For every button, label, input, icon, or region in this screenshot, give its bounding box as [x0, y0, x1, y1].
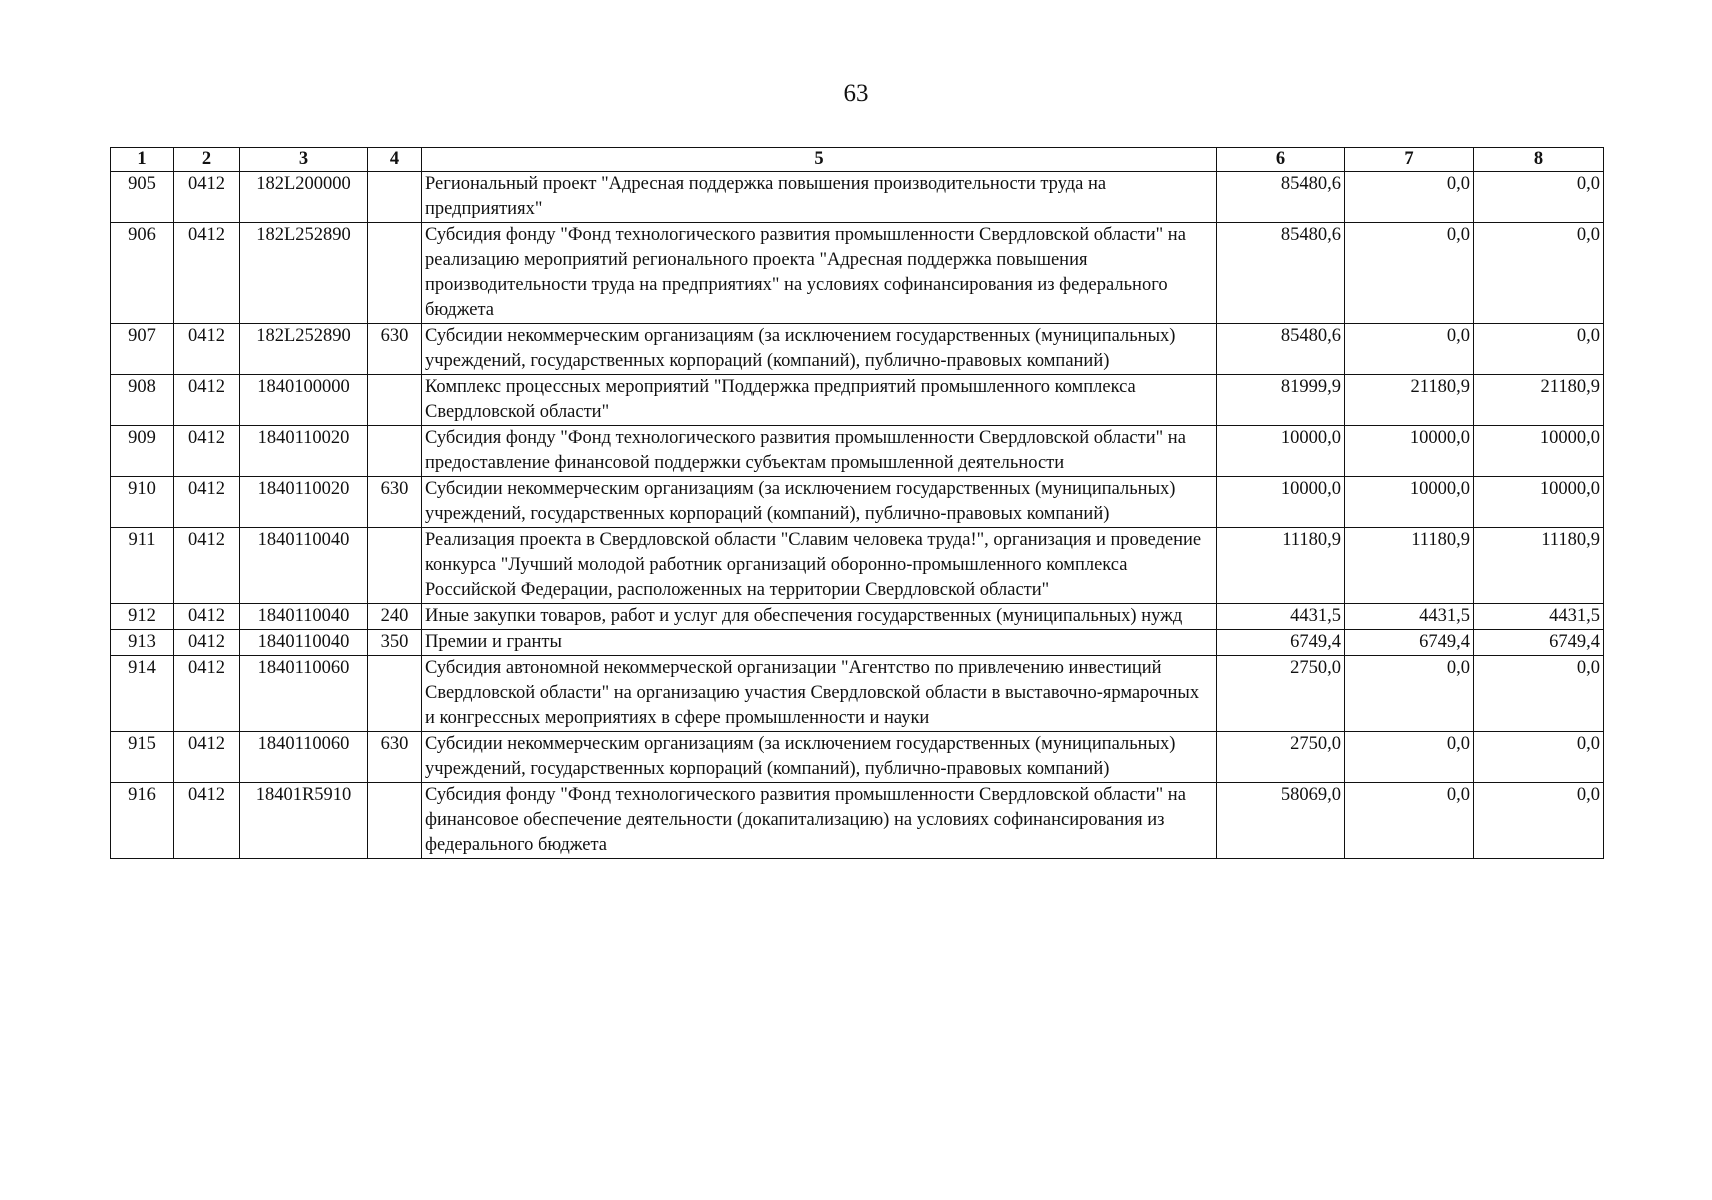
item-name: Субсидия фонду "Фонд технологического развития промышленности Свердловской области" на предоставление финансовой поддержки субъектам промышленной деятельности: [422, 426, 1217, 477]
item-name: Премии и гранты: [422, 630, 1217, 656]
table-row: [111, 426, 1604, 477]
target-code: 182L252890: [240, 223, 368, 324]
page-number: 63: [843, 80, 869, 107]
amount-col-8: 21180,9: [1474, 375, 1604, 426]
table-row: [111, 223, 1604, 324]
table-row: [111, 656, 1604, 732]
amount-col-6: 10000,0: [1217, 477, 1345, 528]
amount-col-8: 0,0: [1474, 324, 1604, 375]
row-number: 913: [111, 630, 174, 656]
section-code: 0412: [174, 426, 240, 477]
expense-type-code: [368, 223, 422, 324]
expense-type-code: [368, 783, 422, 859]
amount-col-8: 0,0: [1474, 656, 1604, 732]
amount-col-6: 4431,5: [1217, 604, 1345, 630]
expense-type-code: [368, 656, 422, 732]
section-code: 0412: [174, 324, 240, 375]
section-code: 0412: [174, 223, 240, 324]
target-code: 1840110040: [240, 528, 368, 604]
expense-type-code: 350: [368, 630, 422, 656]
expense-type-code: [368, 528, 422, 604]
amount-col-7: 0,0: [1345, 223, 1474, 324]
row-number: 912: [111, 604, 174, 630]
amount-col-6: 6749,4: [1217, 630, 1345, 656]
table-row: [111, 375, 1604, 426]
amount-col-7: 6749,4: [1345, 630, 1474, 656]
section-code: 0412: [174, 732, 240, 783]
table-body: [111, 172, 1604, 859]
target-code: 1840100000: [240, 375, 368, 426]
column-header: 6: [1217, 148, 1345, 172]
amount-col-7: 11180,9: [1345, 528, 1474, 604]
row-number: 914: [111, 656, 174, 732]
target-code: 1840110020: [240, 477, 368, 528]
target-code: 18401R5910: [240, 783, 368, 859]
target-code: 1840110040: [240, 630, 368, 656]
section-code: 0412: [174, 783, 240, 859]
budget-table: [110, 147, 1604, 859]
amount-col-6: 10000,0: [1217, 426, 1345, 477]
amount-col-8: 10000,0: [1474, 426, 1604, 477]
amount-col-6: 2750,0: [1217, 656, 1345, 732]
item-name: Региональный проект "Адресная поддержка повышения производительности труда на предприятиях": [422, 172, 1217, 223]
section-code: 0412: [174, 604, 240, 630]
section-code: 0412: [174, 656, 240, 732]
item-name: Субсидия автономной некоммерческой организации "Агентство по привлечению инвестиций Свердловской области" на организацию участия Свердловской области в выставочно-ярмарочных и конгрессных мероприятиях в сфере промышленности и науки: [422, 656, 1217, 732]
amount-col-6: 85480,6: [1217, 172, 1345, 223]
amount-col-7: 10000,0: [1345, 477, 1474, 528]
amount-col-6: 58069,0: [1217, 783, 1345, 859]
target-code: 1840110020: [240, 426, 368, 477]
amount-col-7: 4431,5: [1345, 604, 1474, 630]
amount-col-6: 85480,6: [1217, 223, 1345, 324]
table-row: [111, 528, 1604, 604]
target-code: 1840110060: [240, 656, 368, 732]
row-number: 916: [111, 783, 174, 859]
column-header: 7: [1345, 148, 1474, 172]
table-row: [111, 630, 1604, 656]
row-number: 909: [111, 426, 174, 477]
section-code: 0412: [174, 477, 240, 528]
row-number: 907: [111, 324, 174, 375]
amount-col-6: 81999,9: [1217, 375, 1345, 426]
column-header: 2: [174, 148, 240, 172]
header-row: [111, 148, 1604, 172]
amount-col-8: 4431,5: [1474, 604, 1604, 630]
target-code: 182L252890: [240, 324, 368, 375]
row-number: 910: [111, 477, 174, 528]
amount-col-8: 11180,9: [1474, 528, 1604, 604]
amount-col-8: 0,0: [1474, 783, 1604, 859]
item-name: Иные закупки товаров, работ и услуг для обеспечения государственных (муниципальных) нужд: [422, 604, 1217, 630]
amount-col-8: 0,0: [1474, 172, 1604, 223]
amount-col-8: 10000,0: [1474, 477, 1604, 528]
column-header: 5: [422, 148, 1217, 172]
amount-col-7: 0,0: [1345, 324, 1474, 375]
expense-type-code: 240: [368, 604, 422, 630]
expense-type-code: 630: [368, 324, 422, 375]
row-number: 911: [111, 528, 174, 604]
item-name: Субсидия фонду "Фонд технологического развития промышленности Свердловской области" на реализацию мероприятий регионального проекта "Адресная поддержка повышения производительности труда на предприятиях" на условиях софинансирования из федерального бюджета: [422, 223, 1217, 324]
table-row: [111, 172, 1604, 223]
section-code: 0412: [174, 375, 240, 426]
target-code: 182L200000: [240, 172, 368, 223]
amount-col-7: 0,0: [1345, 783, 1474, 859]
amount-col-6: 2750,0: [1217, 732, 1345, 783]
item-name: Субсидия фонду "Фонд технологического развития промышленности Свердловской области" на финансовое обеспечение деятельности (докапитализацию) на условиях софинансирования из федерального бюджета: [422, 783, 1217, 859]
target-code: 1840110060: [240, 732, 368, 783]
column-header: 8: [1474, 148, 1604, 172]
section-code: 0412: [174, 528, 240, 604]
item-name: Субсидии некоммерческим организациям (за исключением государственных (муниципальных) учреждений, государственных корпораций (компаний), публично-правовых компаний): [422, 324, 1217, 375]
amount-col-8: 6749,4: [1474, 630, 1604, 656]
column-header: 4: [368, 148, 422, 172]
table-row: [111, 477, 1604, 528]
target-code: 1840110040: [240, 604, 368, 630]
amount-col-7: 21180,9: [1345, 375, 1474, 426]
item-name: Субсидии некоммерческим организациям (за исключением государственных (муниципальных) учреждений, государственных корпораций (компаний), публично-правовых компаний): [422, 477, 1217, 528]
amount-col-6: 11180,9: [1217, 528, 1345, 604]
item-name: Реализация проекта в Свердловской области "Славим человека труда!", организация и проведение конкурса "Лучший молодой работник организаций оборонно-промышленного комплекса Российской Федерации, расположенных на территории Свердловской области": [422, 528, 1217, 604]
section-code: 0412: [174, 172, 240, 223]
amount-col-7: 0,0: [1345, 656, 1474, 732]
item-name: Комплекс процессных мероприятий "Поддержка предприятий промышленного комплекса Свердловской области": [422, 375, 1217, 426]
section-code: 0412: [174, 630, 240, 656]
row-number: 915: [111, 732, 174, 783]
table-row: [111, 324, 1604, 375]
row-number: 906: [111, 223, 174, 324]
expense-type-code: 630: [368, 732, 422, 783]
amount-col-8: 0,0: [1474, 732, 1604, 783]
row-number: 905: [111, 172, 174, 223]
amount-col-7: 0,0: [1345, 172, 1474, 223]
item-name: Субсидии некоммерческим организациям (за исключением государственных (муниципальных) учреждений, государственных корпораций (компаний), публично-правовых компаний): [422, 732, 1217, 783]
expense-type-code: [368, 426, 422, 477]
table-row: [111, 732, 1604, 783]
expense-type-code: [368, 172, 422, 223]
amount-col-6: 85480,6: [1217, 324, 1345, 375]
amount-col-8: 0,0: [1474, 223, 1604, 324]
table-row: [111, 783, 1604, 859]
expense-type-code: 630: [368, 477, 422, 528]
row-number: 908: [111, 375, 174, 426]
table-row: [111, 604, 1604, 630]
amount-col-7: 10000,0: [1345, 426, 1474, 477]
column-header: 1: [111, 148, 174, 172]
column-header: 3: [240, 148, 368, 172]
amount-col-7: 0,0: [1345, 732, 1474, 783]
expense-type-code: [368, 375, 422, 426]
